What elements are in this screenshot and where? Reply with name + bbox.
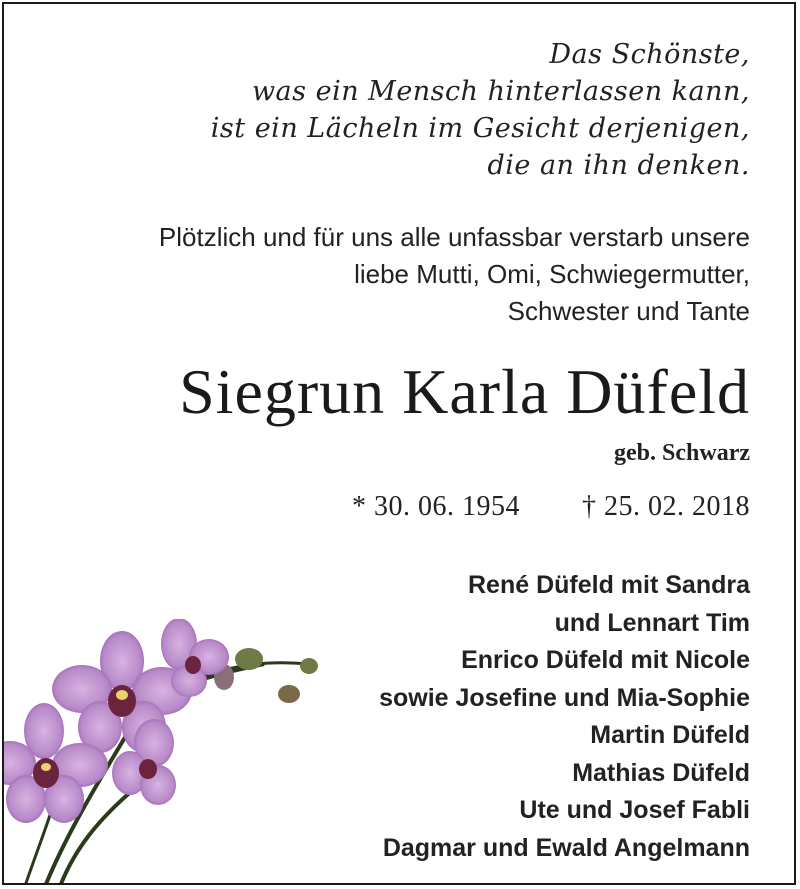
deceased-name: Siegrun Karla Düfeld	[179, 356, 750, 427]
mourner-line: Ute und Josef Fabli	[519, 796, 750, 824]
quote-line: Das Schönste,	[549, 39, 750, 70]
mourner-line: Mathias Düfeld	[572, 758, 750, 787]
maiden-name: geb. Schwarz	[614, 440, 750, 466]
life-dates	[352, 491, 750, 523]
birth-date: * 30. 06. 1954	[352, 491, 520, 522]
memorial-quote	[211, 36, 750, 184]
announcement-line: Plötzlich und für uns alle unfassbar verstarb unsere	[158, 222, 750, 252]
mourners-list	[379, 567, 750, 867]
quote-line: ist ein Lächeln im Gesicht derjenigen,	[210, 113, 750, 144]
death-date: † 25. 02. 2018	[582, 491, 750, 522]
mourner-line: Martin Düfeld	[590, 721, 750, 749]
announcement-line: liebe Mutti, Omi, Schwiegermutter,	[354, 259, 750, 289]
mourner-line: Dagmar und Ewald Angelmann	[382, 833, 750, 862]
quote-line: die an ihn denken.	[487, 150, 750, 181]
obituary-notice	[2, 2, 796, 885]
death-announcement-text	[159, 219, 750, 330]
orchid-icon	[4, 619, 334, 885]
mourner-line: sowie Josefine und Mia-Sophie	[379, 683, 750, 712]
announcement-line: Schwester und Tante	[507, 296, 750, 326]
quote-line: was ein Mensch hinterlassen kann,	[251, 76, 750, 107]
mourner-line: René Düfeld mit Sandra	[468, 571, 750, 599]
mourner-line: und Lennart Tim	[554, 608, 750, 637]
mourner-line: Enrico Düfeld mit Nicole	[461, 646, 750, 674]
